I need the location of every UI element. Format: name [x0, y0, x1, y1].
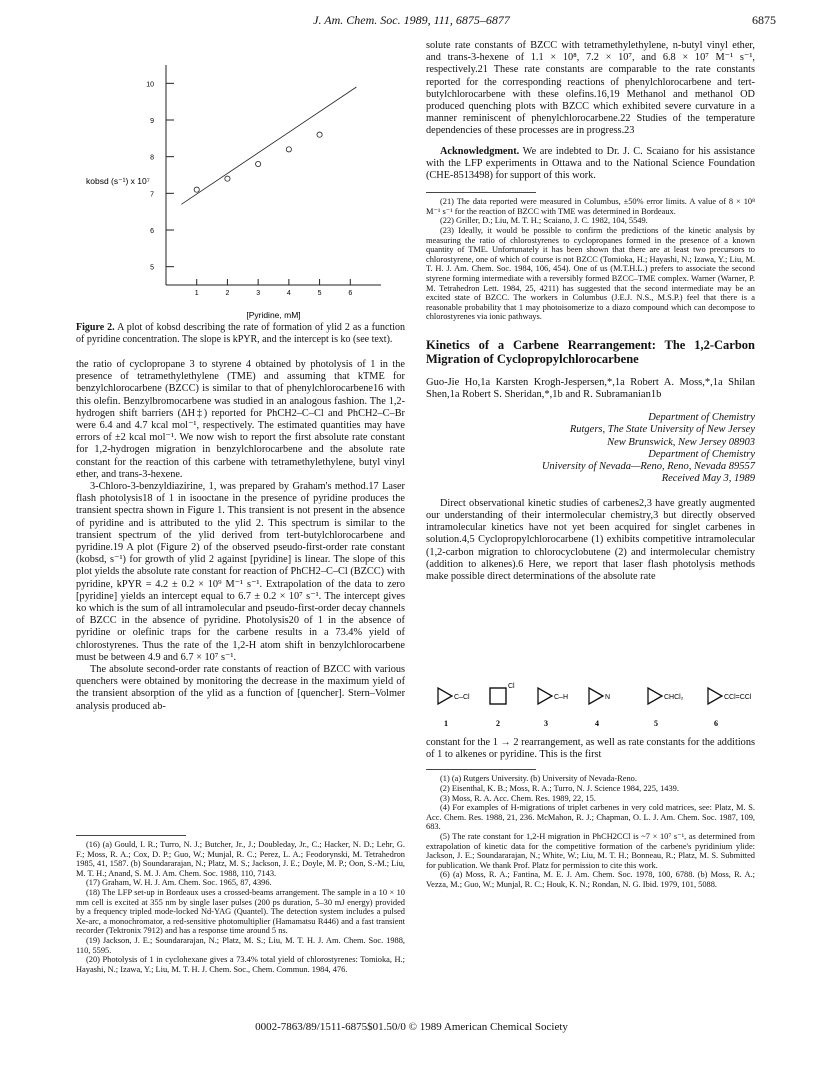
y-tick-label: 5	[150, 264, 154, 272]
y-tick-label: 7	[150, 191, 154, 199]
x-tick-label: 6	[348, 290, 353, 297]
right-column-bottom	[426, 737, 755, 890]
affiliation-line-3: New Brunswick, New Jersey 08903	[607, 436, 755, 448]
footnote-rule-right	[426, 192, 536, 193]
running-header	[0, 13, 823, 31]
x-tick-label: 2	[225, 290, 230, 297]
left-paragraph-2: 3-Chloro-3-benzyldiazirine, 1, was prepared by Graham's method.17 Laser flash photolysis18 of 1 in isooctane in the presence of pyridine produces the transient spectra shown in Figure 1. This transient is not present in the absence of pyridine and is attributed to the ylid 2. This spectrum is similar to the transient spectrum of the ylid derived from tert-butylchlorocarbene and pyridine.19 A plot (Figure 2) of the observed pseudo-first-order rate constant (kobsd, s⁻¹) for growth of ylid 2 against [pyridine] is linear. The slope of this plot yields the absolute rate constant for reaction of PhCH2–C–Cl (BZCC) with pyridine, kPYR = 4.2 ± 0.2 × 10⁹ M⁻¹ s⁻¹. Extrapolation of the data to zero [pyridine] yields an intercept equal to 6.7 ± 0.2 × 10⁷ s⁻¹. The intercept gives ko which is the sum of all intramolecular and pseudo-first-order decay channels of BZCC in the absence of pyridine. Photolysis20 of 1 in the absence of pyridine or olefinic traps for the carbene results in a 73.4% yield of chlorostyrenes. Thus the rate of the 1,2-H atom shift in benzylchlorocarbene must be between 4.9 and 6.7 × 10⁷ s⁻¹.	[76, 481, 405, 663]
y-tick-label: 9	[150, 118, 154, 125]
ack-label: Acknowledgment.	[440, 145, 520, 157]
article-paragraph-1: Direct observational kinetic studies of carbenes2,3 have greatly augmented our understanding of their intermolecular chemistry,3 but directly observed intramolecular kinetics have not yet been acquired for singlet carbenes in solution.4,5 Cyclopropylchlorocarbene (1) exhibits competitive intramolecular (1,2-carbon migration to chlorocyclobutene (2) and intermolecular chemistry (addition to alkenes).6 Here, we report that laser flash photolysis methods make possible direct determinations of the absolute rate	[426, 497, 755, 582]
data-point	[286, 147, 291, 152]
data-point	[225, 176, 230, 181]
article-title: Kinetics of a Carbene Rearrangement: The 1,2-Carbon Migration of Cyclopropylchlorocarbene	[426, 337, 755, 367]
cyclopropyl-ring	[538, 688, 552, 704]
footnote-4: (4) For examples of H-migrations of triplet carbenes in very cold matrices, see: Platz, M. S. Acc. Chem. Res. 1988, 21, 236. McMahon, R. J.; Chapman, O. L. J. Am. Chem. Soc. 1987, 109, 683.	[426, 803, 755, 832]
footnote-rule-right-2	[426, 769, 536, 770]
structure-number: 2	[496, 719, 500, 728]
footnote-22: (22) Griller, D.; Liu, M. T. H.; Scaiano, J. C. 1982, 104, 5549.	[440, 216, 648, 226]
y-tick-label: 8	[150, 154, 154, 162]
cyclopropyl-ring	[438, 688, 452, 704]
structure-number: 4	[595, 719, 599, 728]
article-paragraph-2: constant for the 1 → 2 rearrangement, as well as rate constants for the additions of 1 to alkenes or pyridine. This is the first	[426, 737, 755, 761]
structure-substituent: N	[605, 694, 611, 701]
footnote-rule	[76, 835, 186, 836]
x-axis-label: [Pyridine, mM]	[246, 310, 301, 320]
affiliation-line-5: University of Nevada—Reno, Reno, Nevada 89557	[541, 461, 755, 473]
structure-drawings	[426, 680, 755, 730]
right-column-top	[426, 40, 755, 583]
structure-row	[426, 680, 755, 730]
structure-substituent: CHCl₂	[664, 694, 684, 701]
affiliation-line-2: Rutgers, The State University of New Jersey	[569, 424, 755, 436]
structure-substituent: Cl	[508, 683, 515, 690]
structure-number: 5	[654, 719, 658, 728]
caption-text: A plot of kobsd describing the rate of formation of ylid 2 as a function of pyridine concentration. The slope is kPYR, and the intercept is ko (see text).	[76, 322, 405, 345]
footnote-23: (23) Ideally, it would be possible to confirm the predictions of the kinetic analysis by measuring the ratio of chlorostyrenes to cyclopropanes formed in the presence of a known quantity of TME. Unfortunately it has been shown that there are at least two precursors to chlorostyrene, one of which of course is not BZCC (Tomioka, H.; Hayashi, N.; Izawa, Y.; Liu, M. T. H. J. Am. Chem. Soc. 1984, 106, 454). One of us (M.T.H.L.) prefers to associate the second styrene forming intermediate with a reversibly formed BZCC–TME complex. Warner (Warner, P. M. Tetrahedron Lett. 1984, 25, 4211) has suggested that the second intermediate may be an excited state of BZCC. The workers in Columbus (J.E.J. N.S., M.S.P.) feel that there is a reasonable probability that 1 may photoisomerize to a diazo compound which can decompose to chlorostyrenes via ionic pathways.	[426, 226, 755, 322]
y-tick-label: 10	[146, 81, 154, 89]
x-tick-label: 4	[286, 290, 291, 297]
acknowledgment	[426, 146, 755, 183]
page-footer: 0002-7863/89/1511-6875$01.50/0 © 1989 American Chemical Society	[255, 1021, 568, 1033]
affiliation-line-1: Department of Chemistry	[648, 411, 755, 423]
structure-substituent: C–H	[554, 694, 569, 701]
caption-label: Figure 2.	[76, 322, 115, 333]
structure-number: 3	[544, 719, 548, 728]
left-footnotes	[76, 835, 405, 974]
article-authors: Guo-Jie Ho,1a Karsten Krogh-Jespersen,*,1a Robert A. Moss,*,1a Shilan Shen,1a Robert S. Sheridan,*,1b and R. Subramanian1b	[426, 376, 755, 401]
structure-number: 1	[444, 719, 448, 728]
data-point	[256, 161, 261, 166]
left-paragraph-3: The absolute second-order rate constants of reaction of BZCC with various quenchers were obtained by monitoring the decrease in the maximum yield of the transient absorption of the ylid as a function of [quencher]. Stern–Volmer analysis produced ab-	[76, 664, 405, 712]
received-date: Received May 3, 1989	[661, 473, 755, 485]
ack-text: We are indebted to Dr. J. C. Scaiano for his assistance with the LFP experiments in Ottawa and to the National Science Foundation (CHE-8513498) for support of this work.	[426, 145, 755, 182]
y-tick-label: 6	[150, 228, 154, 235]
x-tick-label: 5	[317, 290, 322, 297]
footnote-2: (2) Eisenthal, K. B.; Moss, R. A.; Turro, N. J. Science 1984, 225, 1439.	[440, 784, 679, 793]
x-tick-label: 1	[194, 290, 199, 297]
right-paragraph-1: solute rate constants of BZCC with tetramethylethylene, n-butyl vinyl ether, and trans-3-hexene of 1.1 × 10⁸, 7.2 × 10⁷, and 6.8 × 10⁷ M⁻¹ s⁻¹, respectively.21 These rate constants are comparable to the rate constants reported for the corresponding reactions of phenylchlorocarbene and tert-butylchlorocarbene with these olefins.16,19 Methanol and methanol OD produced quenching plots with BZCC which exhibited severe curvature in a manner reminiscent of phenylchlorocarbene.22 Studies of the temperature dependencies of these processes are in progress.23	[426, 40, 755, 137]
left-paragraph-1: the ratio of cyclopropane 3 to styrene 4 obtained by photolysis of 1 in the presence of tetramethylethylene (TME) and assuming that kTME for benzylchlorocarbene (BZCC) is similar to that of phenylchlorocarbene16 with this olefin. Benzylbromocarbene was studied in an analogous fashion. The 1,2-hydrogen shift barriers (ΔH‡) reported for PhCH2–C–Cl and PhCH2–C–Br were 6.4 and 4.7 kcal mol⁻¹, respectively. The estimated quantities may have errors of ±2 kcal mol⁻¹. We now wish to report the first absolute rate constant for 1,2-hydrogen migration in benzylchlorocarbene and the absolute rate constant for the reaction of this carbene with tetramethylethylene, butyl vinyl ether, and trans-3-hexene.	[76, 359, 405, 480]
fit-line	[181, 87, 356, 204]
footnote-19: (19) Jackson, J. E.; Soundararajan, N.; Platz, M. S.; Liu, M. T. H. J. Am. Chem. Soc. 1988, 110, 5595.	[76, 935, 405, 955]
footnote-1: (1) (a) Rutgers University. (b) University of Nevada-Reno.	[440, 774, 637, 784]
structure-substituent: CCl=CCl	[724, 694, 752, 701]
data-point	[194, 187, 199, 192]
left-column	[76, 337, 405, 713]
page-number: 6875	[752, 13, 776, 27]
kobsd-plot	[76, 55, 405, 323]
footnote-3: (3) Moss, R. A. Acc. Chem. Res. 1989, 22, 15.	[440, 793, 596, 803]
y-axis-label: kobsd (s⁻¹) x 10⁷	[86, 176, 150, 187]
figure-2	[76, 55, 405, 323]
footnote-18: (18) The LFP set-up in Bordeaux uses a crossed-beams arrangement. The sample in a 10 × 10 mm cell is excited at 355 nm by single laser pulses (200 ps duration, 5–30 mJ energy) provided by a frequency tripled mode-locked Nd-YAG (Quantel). The detection system includes a pulsed Xe-arc, a monochromator, a red-sensitive photomultiplier (Hamamatsu R446) and a fast transient recorder (Tektronix 7912) and has a response time around 5 ns.	[76, 887, 405, 936]
cyclopropyl-ring	[708, 688, 722, 704]
footnote-17: (17) Graham, W. H. J. Am. Chem. Soc. 1965, 87, 4396.	[86, 878, 272, 888]
cyclopropyl-ring	[589, 688, 603, 704]
affiliations	[426, 412, 755, 486]
footnote-6: (6) (a) Moss, R. A.; Fantina, M. E. J. Am. Chem. Soc. 1978, 100, 6788. (b) Moss, R. A.; Vezza, M.; Guo, W.; Munjal, R. C.; Houk, K. N.; Rondan, N. G. Ibid. 1979, 101, 5088.	[426, 870, 755, 889]
structure-substituent: C–Cl	[454, 694, 470, 701]
footnote-16: (16) (a) Gould, I. R.; Turro, N. J.; Butcher, Jr., J.; Doubleday, Jr., C.; Hacker, N. D.; Lehr, G. F.; Moss, R. A.; Cox, D. P.; Guo, W.; Munjal, R. C.; Perez, L. A.; Feodorynski, M. Tetrahedron 1985, 41, 1587. (b) Soundararajan, N.; Platz, M. S.; Jackson, J. E.; Doyle, M. P.; Oon, S.-M.; Liu, M. T. H.; Anand, S. M. J. Am. Chem. Soc. 1988, 110, 7143.	[76, 840, 405, 878]
structure-number: 6	[714, 719, 718, 728]
x-tick-label: 3	[256, 290, 261, 297]
journal-citation: J. Am. Chem. Soc. 1989, 111, 6875–6877	[313, 13, 510, 27]
footnote-21: (21) The data reported were measured in Columbus, ±50% error limits. A value of 8 × 10⁸ M⁻¹ s⁻¹ for the reaction of BZCC with TME was determined in Bordeaux.	[426, 197, 755, 216]
cyclopropyl-ring	[648, 688, 662, 704]
cyclobutene-ring	[490, 688, 506, 704]
footnote-20: (20) Photolysis of 1 in cyclohexane gives a 73.4% total yield of chlorostyrenes: Tomioka, H.; Hayashi, N.; Izawa, Y.; Liu, M. T. H. J. Chem. Soc., Chem. Commun. 1984, 476.	[76, 955, 405, 974]
footnote-5: (5) The rate constant for 1,2-H migration in PhCH2CCl is ~7 × 10⁷ s⁻¹, as determined from extrapolation of kinetic data for the competitive formation of the carbene's pyridinium ylide: Jackson, J. E.; Soundararajan, N.; White, W.; Liu, M. T. H.; Bonneau, R.; Platz, M. S. Submitted for publication. We thank Prof. Platz for permission to cite this work.	[426, 831, 755, 870]
affiliation-line-4: Department of Chemistry	[648, 448, 755, 460]
data-point	[317, 132, 322, 137]
